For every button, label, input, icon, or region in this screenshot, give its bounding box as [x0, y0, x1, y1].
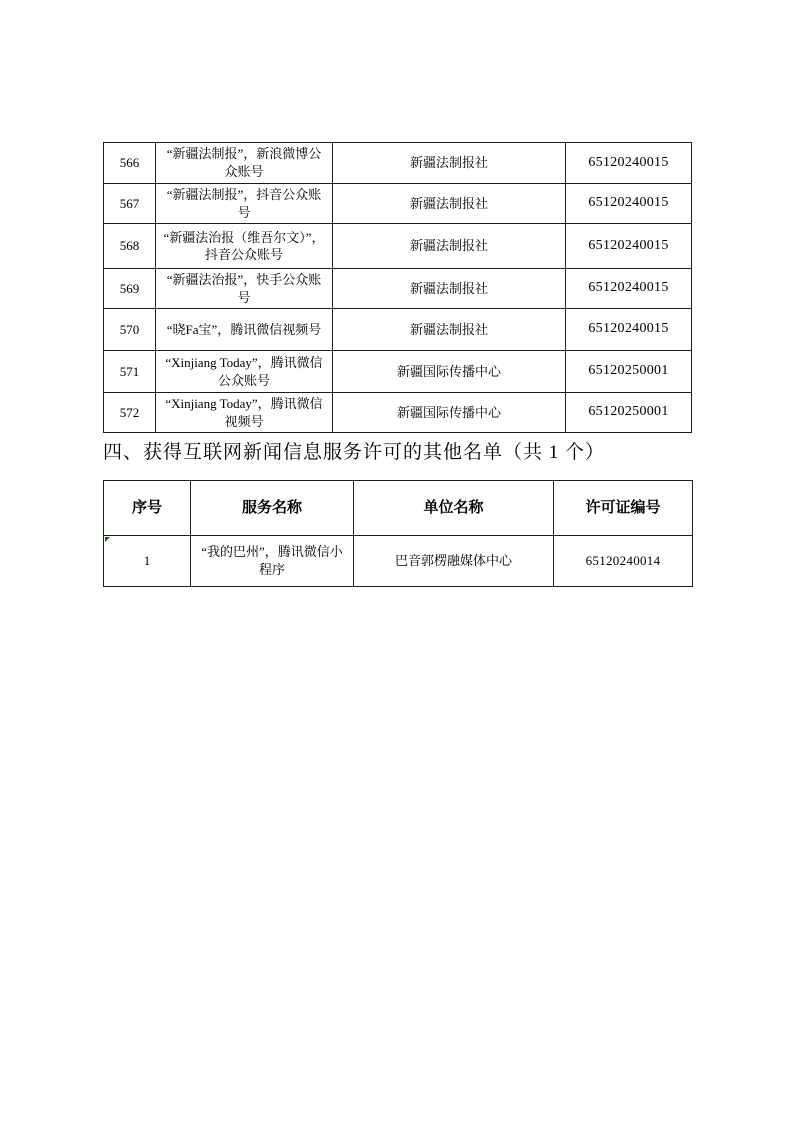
cell-org-name: 新疆法制报社	[333, 224, 566, 269]
cell-service-name: “Xinjiang Today”，腾讯微信公众账号	[156, 351, 333, 393]
cell-serial-no: 569	[104, 269, 156, 309]
cell-service-name: “晓Fa宝”，腾讯微信视频号	[156, 309, 333, 351]
cell-service-name: “新疆法治报（维吾尔文）”，抖音公众账号	[156, 224, 333, 269]
column-header-license-no: 许可证编号	[554, 481, 693, 536]
section-heading: 四、获得互联网新闻信息服务许可的其他名单（共 1 个）	[103, 442, 606, 463]
licensed-services-continuation-table	[103, 142, 692, 433]
cell-license-no: 65120240014	[554, 536, 693, 587]
table-row	[104, 393, 692, 433]
cell-license-no: 65120240015	[566, 269, 692, 309]
cell-license-no: 65120240015	[566, 143, 692, 184]
column-header-service-name: 服务名称	[191, 481, 354, 536]
cell-serial-no: 570	[104, 309, 156, 351]
cell-marker-icon	[105, 537, 110, 542]
cell-license-no: 65120240015	[566, 224, 692, 269]
cell-serial-no: 1	[104, 536, 191, 587]
table-row	[104, 224, 692, 269]
cell-service-name: “我的巴州”，腾讯微信小程序	[191, 536, 354, 587]
cell-org-name: 巴音郭楞融媒体中心	[354, 536, 554, 587]
cell-license-no: 65120240015	[566, 184, 692, 224]
table-row	[104, 351, 692, 393]
cell-org-name: 新疆法制报社	[333, 309, 566, 351]
cell-serial-no: 568	[104, 224, 156, 269]
cell-service-name: “新疆法治报”，快手公众账号	[156, 269, 333, 309]
cell-license-no: 65120250001	[566, 351, 692, 393]
cell-license-no: 65120240015	[566, 309, 692, 351]
cell-org-name: 新疆国际传播中心	[333, 351, 566, 393]
column-header-serial-no: 序号	[104, 481, 191, 536]
table-row	[104, 143, 692, 184]
cell-service-name: “新疆法制报”，抖音公众账号	[156, 184, 333, 224]
cell-serial-no: 571	[104, 351, 156, 393]
column-header-org-name: 单位名称	[354, 481, 554, 536]
cell-serial-no: 567	[104, 184, 156, 224]
cell-org-name: 新疆法制报社	[333, 143, 566, 184]
table-row	[104, 184, 692, 224]
other-licensed-list-table	[103, 480, 693, 587]
table-row	[104, 269, 692, 309]
cell-license-no: 65120250001	[566, 393, 692, 433]
cell-org-name: 新疆法制报社	[333, 184, 566, 224]
cell-serial-no: 566	[104, 143, 156, 184]
cell-org-name: 新疆国际传播中心	[333, 393, 566, 433]
table-row	[104, 309, 692, 351]
table-row	[104, 536, 693, 587]
cell-serial-no: 572	[104, 393, 156, 433]
cell-org-name: 新疆法制报社	[333, 269, 566, 309]
cell-service-name: “新疆法制报”，新浪微博公众账号	[156, 143, 333, 184]
cell-service-name: “Xinjiang Today”，腾讯微信视频号	[156, 393, 333, 433]
table-header-row	[104, 481, 693, 536]
